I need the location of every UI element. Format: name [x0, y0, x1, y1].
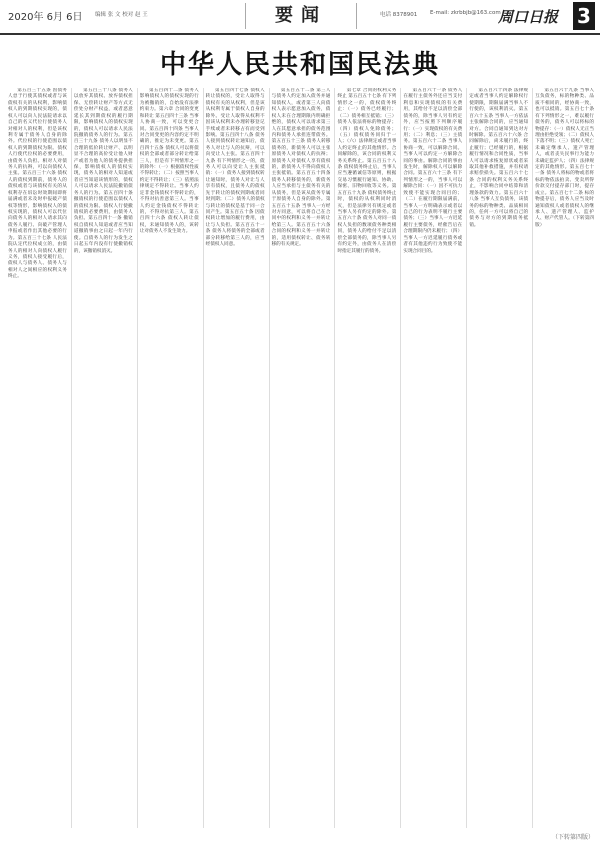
column-text: 第七章 合同的权利义务终止 第五百五十七条 有下列情形之一的，债权债务终止：（一）债务已经履行；（二）债务相互抵销；（三）债务人依法将标的物提存；（四）债权人免除债务；（五）债权债务同归于一人；（六）法律规定或者当事人约定终止的其他情形。合同解除的，该合同的权利义务关系终止。第五百五十八条 债权债务终止后，当事人应当遵循诚信等原则，根据交易习惯履行通知、协助、保密、旧物回收等义务。第五百五十九条 债权债务终止时，债权的从权利同时消灭，但是法律另有规定或者当事人另有约定的除外。第五百六十条 债务人对同一债权人负担的数项债务种类相同，债务人的给付不足以清偿全部债务的，除当事人另有约定外，由债务人在清偿时指定其履行的债务。 — [337, 88, 397, 254]
newspaper-brand: 周口日报 — [498, 8, 559, 26]
page-number: 3 — [573, 2, 595, 30]
text-column — [137, 88, 199, 828]
article-title: 中华人民共和国民法典 — [159, 50, 440, 80]
text-column — [532, 88, 594, 828]
section-title: 要闻 — [245, 3, 357, 29]
column-text: 第五百五十二条 第三人与债务人约定加入债务并通知债权人，或者第三人向债权人表示愿意加入债务，债权人未在合理期限内明确拒绝的，债权人可以请求第三人在其愿意承担的债务范围内和债务人承担连带债务。第五百五十三条 债务人转移债务的，新债务人可以主张原债务人对债权人的抗辩；原债务人对债权人享有债权的，新债务人不得向债权人主张抵销。第五百五十四条 债务人转移债务的，新债务人应当承担与主债务有关的从债务，但是该从债务专属于原债务人自身的除外。第五百五十五条 当事人一方经对方同意，可以将自己在合同中的权利和义务一并转让给第三人。第五百五十六条 合同的权利和义务一并转让的，适用债权转让、债务转移的有关规定。 — [271, 88, 331, 248]
text-column — [334, 88, 396, 828]
text-column — [400, 88, 462, 828]
continuation-note: （下转第四版） — [551, 834, 594, 841]
text-column — [71, 88, 133, 828]
column-text: 第五百三十八条 债务人以放弃其债权、放弃债权担保、无偿转让财产等方式无偿处分财产权益，或者恶意延长其到期债权的履行期限，影响债权人的债权实现的，债权人可以请求人民法院撤销债务人的行为。第五百三十九条 债务人以明显不合理的低价转让财产、以明显不合理的高价受让他人财产或者为他人的债务提供担保，影响债权人的债权实现，债务人的相对人知道或者应当知道该情形的，债权人可以请求人民法院撤销债务人的行为。第五百四十条 撤销权的行使范围以债权人的债权为限。债权人行使撤销权的必要费用，由债务人负担。第五百四十一条 撤销权自债权人知道或者应当知道撤销事由之日起一年内行使。自债务人的行为发生之日起五年内没有行使撤销权的，该撤销权消灭。 — [73, 88, 133, 254]
header-rule — [0, 33, 600, 35]
column-text: 第五百三十五条 因债务人怠于行使其债权或者与该债权有关的从权利，影响债权人的到期债权实现的，债权人可以向人民法院请求以自己的名义代位行使债务人对相对人的权利，但是该权利专属于债务人自身的除外。代位权的行使范围以债权人的到期债权为限。债权人行使代位权的必要费用，由债务人负担。相对人对债务人的抗辩，可以向债权人主张。第五百三十六条 债权人的债权到期前，债务人的债权或者与该债权有关的从权利存在诉讼时效期间即将届满或者未及时申报破产债权等情形，影响债权人的债权实现的，债权人可以代位向债务人的相对人请求其向债务人履行、向破产管理人申报或者作出其他必要的行为。第五百三十七条 人民法院认定代位权成立的，由债务人的相对人向债权人履行义务，债权人接受履行后，债权人与债务人、债务人与相对人之间相应的权利义务终止。 — [8, 88, 67, 280]
column-text: 第五百六十九条 当事人互负债务，标的物种类、品质不相同的，经协商一致，也可以抵销。第五百七十条 有下列情形之一，难以履行债务的，债务人可以将标的物提存：（一）债权人无正当理由拒绝受领；（二）债权人下落不明；（三）债权人死亡未确定继承人、遗产管理人，或者丧失民事行为能力未确定监护人；（四）法律规定的其他情形。第五百七十一条 债务人将标的物或者将标的物依法拍卖、变卖所得价款交付提存部门时，提存成立。第五百七十二条 标的物提存后，债务人应当及时通知债权人或者债权人的继承人、遗产管理人、监护人、财产代管人。（下转第四版） — [535, 88, 594, 228]
text-column — [269, 88, 331, 828]
issue-date: 2020年 6月 6日 — [8, 12, 83, 23]
text-column — [6, 88, 67, 828]
editor-credits: 编辑 张 文 校对 赵 王 — [95, 12, 148, 18]
email-line: E-mail: zkrbbjb@163.com — [430, 10, 501, 16]
phone-line: 电话 8378901 — [380, 12, 418, 18]
column-text: 第五百六十一条 债务人在履行主债务外还应当支付利息和实现债权的有关费用，其给付不足以清偿全部债务的，除当事人另有约定外，应当按照下列顺序履行：（一）实现债权的有关费用；（二）利息；（三）主债务。第五百六十二条 当事人协商一致，可以解除合同。当事人可以约定一方解除合同的事由。解除合同的事由发生时，解除权人可以解除合同。第五百六十三条 有下列情形之一的，当事人可以解除合同：（一）因不可抗力致使不能实现合同目的；（二）在履行期限届满前，当事人一方明确表示或者以自己的行为表明不履行主要债务；（三）当事人一方迟延履行主要债务，经催告后在合理期限内仍未履行；（四）当事人一方迟延履行债务或者有其他违约行为致使不能实现合同目的。 — [403, 88, 463, 254]
column-text: 第五百四十七条 债权人转让债权的，受让人取得与债权有关的从权利，但是该从权利专属于债权人自身的除外。受让人取得从权利不因该从权利未办理转移登记手续或者未转移占有而受到影响。第五百四十八条 债务人接到债权转让通知后，债务人对让与人的抗辩，可以向受让人主张。第五百四十九条 有下列情形之一的，债务人可以向受让人主张抵销：（一）债务人接到债权转让通知时，债务人对让与人享有债权，且债务人的债权先于转让的债权到期或者同时到期；（二）债务人的债权与转让的债权是基于同一合同产生。第五百五十条 因债权转让增加的履行费用，由让与人负担。第五百五十一条 债务人将债务的全部或者部分转移给第三人的，应当经债权人同意。 — [205, 88, 265, 248]
column-text: 第五百六十四条 法律规定或者当事人约定解除权行使期限，期限届满当事人不行使的，该权利消灭。第五百六十五条 当事人一方依法主张解除合同的，应当通知对方。合同自通知到达对方时解除。第五百六十六条 合同解除后，尚未履行的，终止履行；已经履行的，根据履行情况和合同性质，当事人可以请求恢复原状或者采取其他补救措施，并有权请求赔偿损失。第五百六十七条 合同的权利义务关系终止，不影响合同中结算和清理条款的效力。第五百六十八条 当事人互负债务，该债务的标的物种类、品质相同的，任何一方可以将自己的债务与对方的到期债务抵销。 — [469, 88, 529, 228]
text-column — [203, 88, 265, 828]
column-text: 第五百四十二条 债务人影响债权人的债权实现的行为被撤销的，自始没有法律约束力。第六章 合同的变更和转让 第五百四十三条 当事人协商一致，可以变更合同。第五百四十四条 当事人对合同变更的内容约定不明确的，推定为未变更。第五百四十五条 债权人可以将债权的全部或者部分转让给第三人，但是有下列情形之一的除外：（一）根据债权性质不得转让；（二）按照当事人约定不得转让；（三）依照法律规定不得转让。当事人约定非金钱债权不得转让的，不得对抗善意第三人。当事人约定金钱债权不得转让的，不得对抗第三人。第五百四十六条 债权人转让债权，未通知债务人的，该转让对债务人不发生效力。 — [139, 88, 199, 235]
article-body — [6, 88, 594, 828]
page-header — [0, 0, 600, 34]
text-column — [466, 88, 528, 828]
